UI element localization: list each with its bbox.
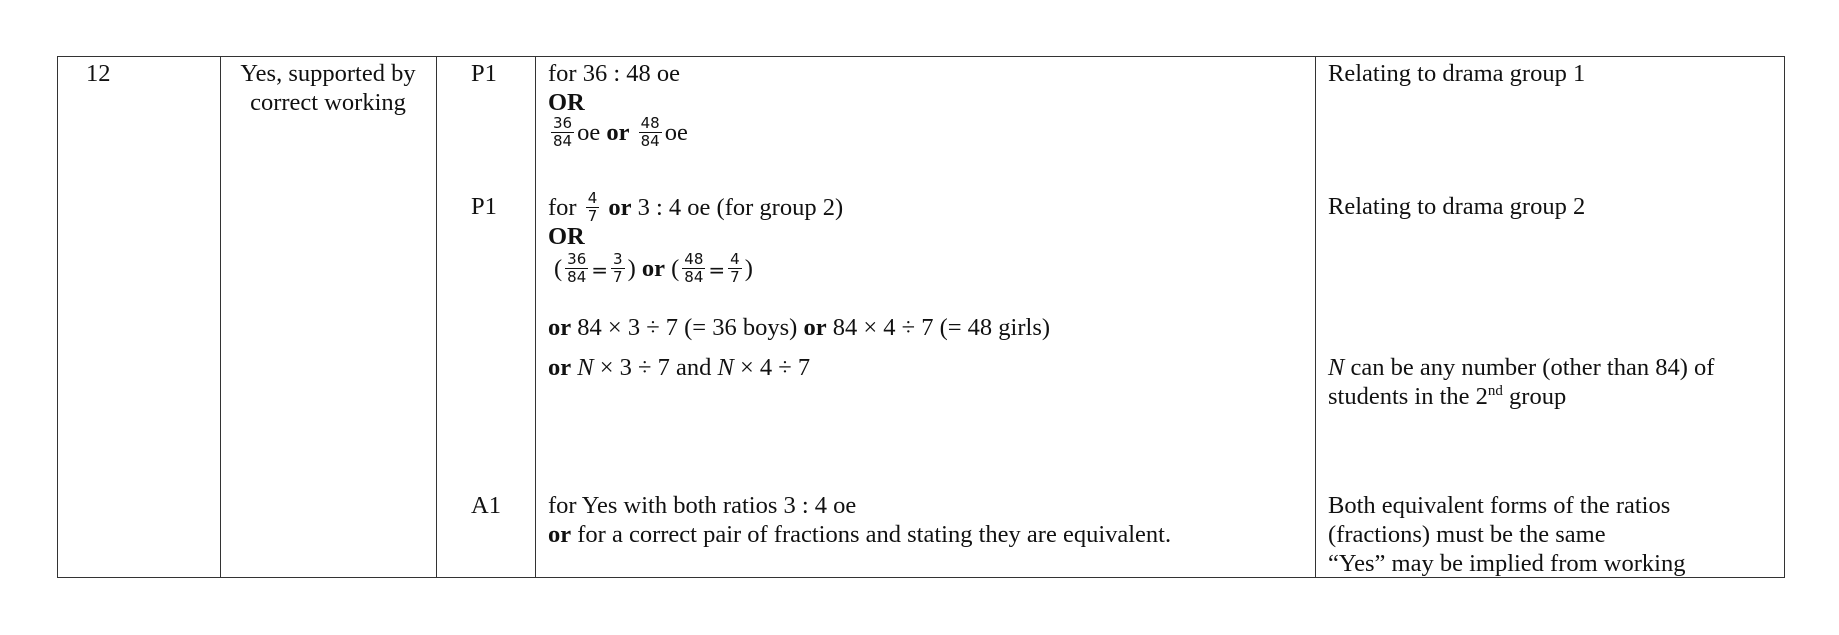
guidance-group2: Relating to drama group 2 [1328, 193, 1586, 220]
guidance-yes-implied: “Yes” may be implied from working [1328, 550, 1686, 577]
scheme-block2-line1: for $\frac{4}{7}$ or 3 : 4 oe (for group 2) [548, 189, 844, 225]
mark-a1: A1 [471, 492, 501, 519]
guidance-n-line2: students in the 2nd group [1328, 382, 1567, 410]
scheme-block1-or: OR [548, 89, 585, 116]
question-number: 12 [86, 60, 111, 87]
scheme-block3-line2: or for a correct pair of fractions and stating they are equivalent. [548, 521, 1172, 548]
scheme-block2-line4: or N × 3 ÷ 7 and N × 4 ÷ 7 [548, 354, 811, 381]
column-divider [436, 57, 437, 577]
answer-line-2: correct working [250, 89, 406, 116]
guidance-equivalent-line1: Both equivalent forms of the ratios [1328, 492, 1671, 519]
fraction-36-84: $\frac{36}{84}$ [553, 114, 573, 150]
guidance-n-line1: N can be any number (other than 84) of [1328, 354, 1715, 381]
guidance-group1: Relating to drama group 1 [1328, 60, 1586, 87]
scheme-block2-line3: or 84 × 3 ÷ 7 (= 36 boys) or 84 × 4 ÷ 7 (= 48 girls) [548, 314, 1051, 341]
scheme-block2-fraction-equations: ( $\frac{36}{84}$ = $\frac{3}{7}$ ) or ( $\frac{48}{84}$ = $\frac{4}{7}$ ) [554, 250, 753, 286]
scheme-block2-or: OR [548, 223, 585, 250]
mark-scheme-table [57, 56, 1785, 578]
mark-p1-second: P1 [471, 193, 497, 220]
column-divider [1315, 57, 1316, 577]
fraction-48-84: $\frac{48}{84}$ [640, 114, 660, 150]
column-divider [220, 57, 221, 577]
answer-line-1: Yes, supported by [240, 60, 416, 87]
scheme-block1-line1: for 36 : 48 oe [548, 60, 680, 87]
guidance-equivalent-line2: (fractions) must be the same [1328, 521, 1606, 548]
scheme-block1-fractions: $\frac{36}{84}$ oe or $\frac{48}{84}$ oe [553, 114, 688, 150]
fraction-4-7: $\frac{4}{7}$ [587, 189, 598, 225]
scheme-block3-line1: for Yes with both ratios 3 : 4 oe [548, 492, 857, 519]
column-divider [535, 57, 536, 577]
mark-p1-first: P1 [471, 60, 497, 87]
